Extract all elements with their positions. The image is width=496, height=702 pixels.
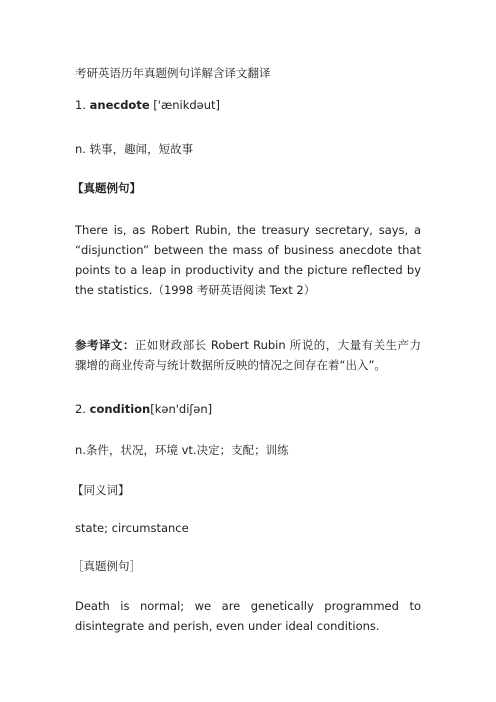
entry-2-meaning: n.条件，状况，环境 vt.决定；支配；训练	[75, 443, 289, 457]
entry-2-example-text: Death is normal; we are genetically programmed to disintegrate and perish, even under ideal conditions.	[75, 599, 421, 633]
entry-1-word: anecdote	[89, 98, 150, 112]
document-title: 考研英语历年真题例句详解含译文翻译	[75, 66, 271, 80]
entry-1-example-heading: 【真题例句】	[72, 181, 141, 195]
entry-2-example-heading: ［真题例句］	[72, 559, 141, 573]
entry-1-headword	[75, 97, 220, 113]
entry-1-translation	[75, 335, 421, 375]
entry-1-number: 1.	[75, 98, 86, 112]
entry-2-word: condition	[89, 402, 151, 416]
entry-2-headword	[75, 401, 212, 417]
entry-2-phonetic: [kən'diʃən]	[150, 402, 213, 416]
entry-2-number: 2.	[75, 402, 86, 416]
entry-1-phonetic: ['ænikdəut]	[149, 98, 221, 112]
entry-2-synonym-heading: 【同义词】	[72, 483, 130, 497]
entry-1-meaning: n. 轶事，趣闻，短故事	[75, 142, 194, 156]
entry-1-translation-label: 参考译文：	[75, 338, 135, 352]
entry-2-synonyms: state; circumstance	[75, 521, 189, 535]
entry-1-translation-text: 正如财政部长 Robert Rubin 所说的，大量有关生产力骤增的商业传奇与统计数据所反映的情况之间存在着“出入”。	[75, 338, 422, 372]
entry-1-example-text: There is, as Robert Rubin, the treasury secretary, says, a “disjunction” between the mass of business anecdote that points to a leap in productivity and the picture reflected by the statistics.（1998 考研英语阅读 Text 2）	[75, 223, 421, 297]
